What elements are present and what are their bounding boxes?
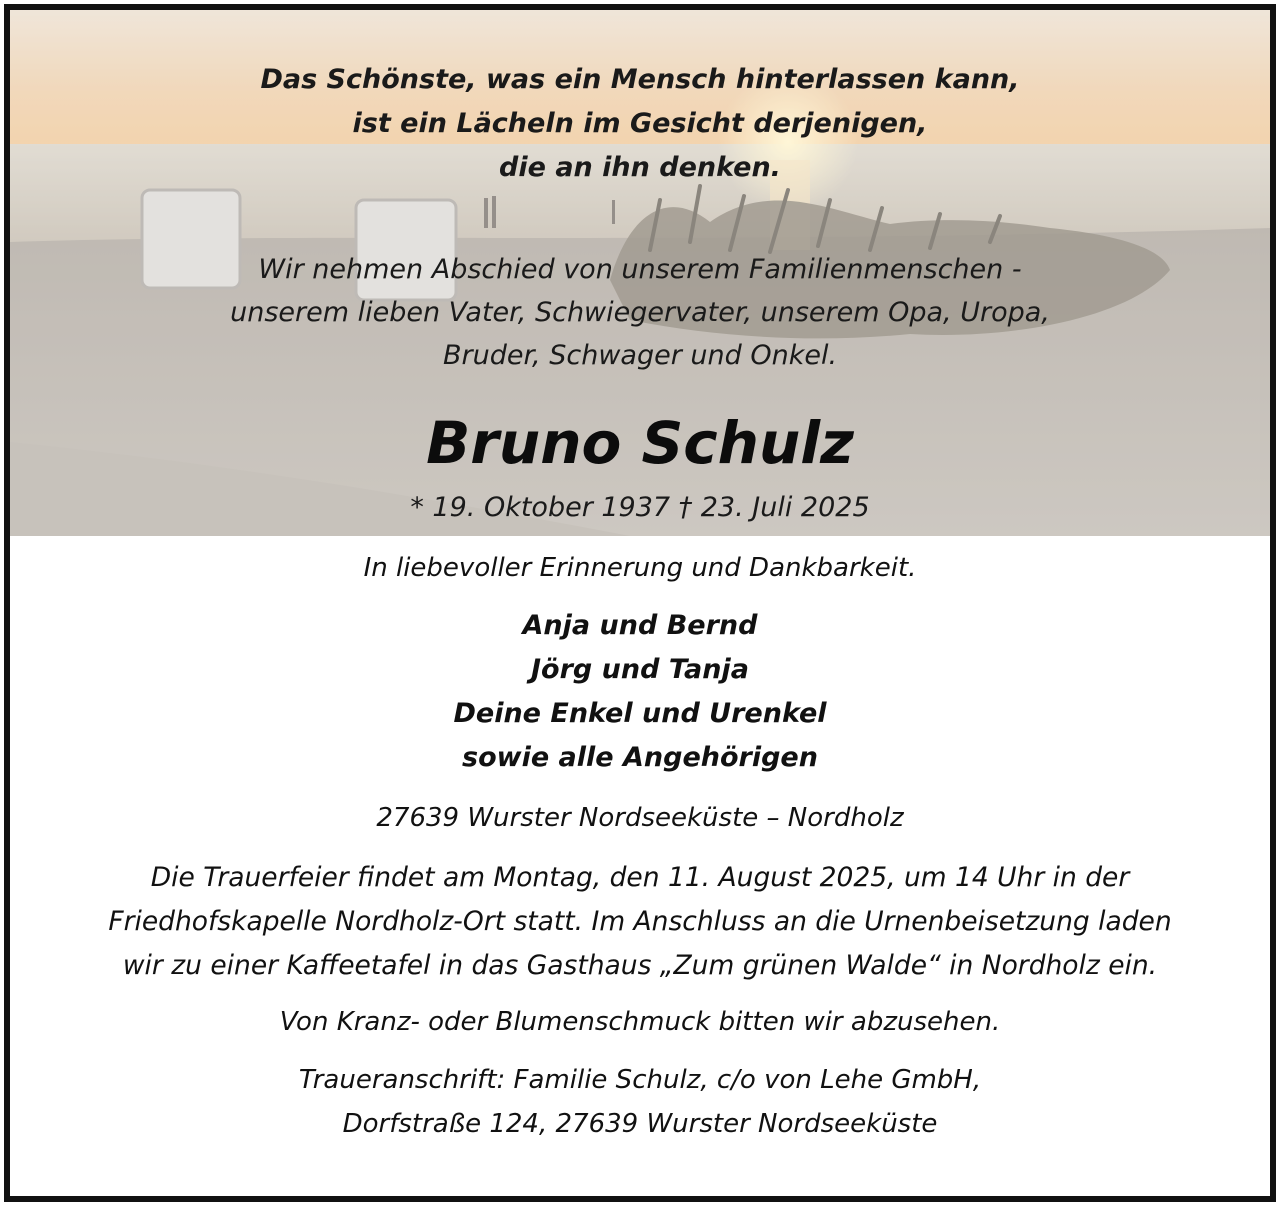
mourner-entry: Deine Enkel und Urenkel [453, 698, 827, 729]
farewell-intro [10, 248, 1270, 377]
memory-line: In liebevoller Erinnerung und Dankbarkeit. [363, 553, 917, 583]
flowers-note: Von Kranz- oder Blumenschmuck bitten wir abzusehen. [279, 1007, 1001, 1037]
place-line: 27639 Wurster Nordseeküste – Nordholz [376, 803, 904, 833]
quote-line: ist ein Lächeln im Gesicht derjenigen, [352, 108, 928, 139]
intro-line: Bruder, Schwager und Onkel. [442, 340, 838, 371]
deceased-name: Bruno Schulz [426, 409, 854, 477]
intro-line: Wir nehmen Abschied von unserem Familienmenschen - [258, 254, 1022, 285]
address-line: Dorfstraße 124, 27639 Wurster Nordseeküste [342, 1109, 938, 1139]
quote-line: die an ihn denken. [499, 152, 781, 183]
quote-line: Das Schönste, was ein Mensch hinterlassen kann, [260, 64, 1020, 95]
mourner-entry: sowie alle Angehörigen [462, 742, 818, 773]
mourners-list [10, 604, 1270, 780]
service-line: Friedhofskapelle Nordholz-Ort statt. Im Anschluss an die Urnenbeisetzung laden [108, 906, 1172, 937]
condolence-address [10, 1058, 1270, 1146]
address-line: Traueranschrift: Familie Schulz, c/o von Lehe GmbH, [298, 1065, 982, 1095]
memorial-quote [10, 58, 1270, 190]
life-dates: * 19. Oktober 1937 † 23. Juli 2025 [410, 492, 870, 523]
service-line: wir zu einer Kaffeetafel in das Gasthaus „Zum grünen Walde“ in Nordholz ein. [122, 950, 1158, 981]
obituary-frame [4, 4, 1276, 1202]
intro-line: unserem lieben Vater, Schwiegervater, unserem Opa, Uropa, [230, 297, 1050, 328]
mourner-entry: Jörg und Tanja [531, 654, 749, 685]
funeral-service-info [10, 856, 1270, 988]
service-line: Die Trauerfeier findet am Montag, den 11. August 2025, um 14 Uhr in der [150, 862, 1130, 893]
mourner-entry: Anja und Bernd [522, 610, 758, 641]
